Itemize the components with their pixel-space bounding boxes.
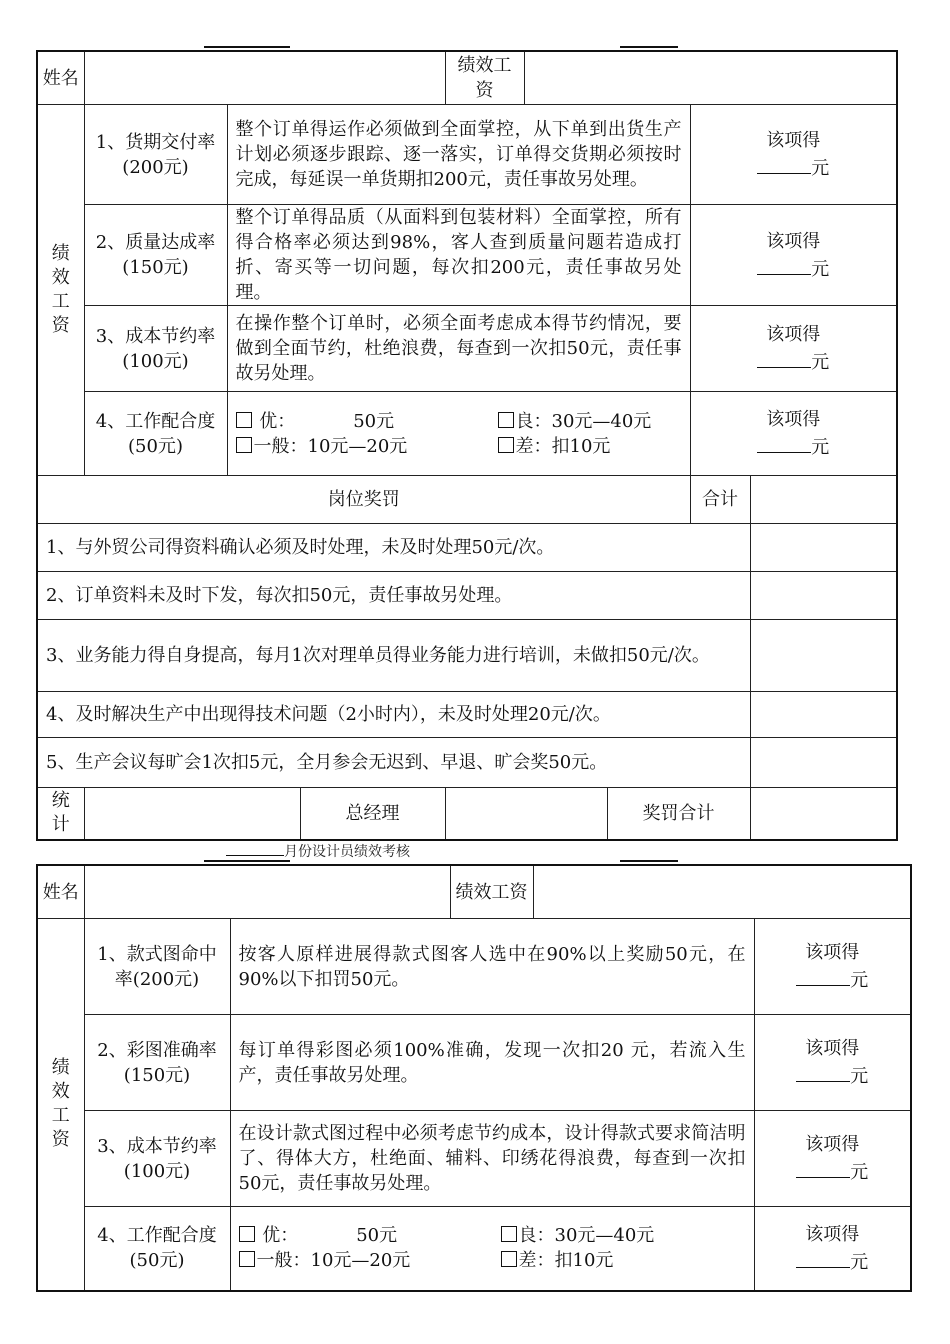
- score-label: 该项得: [805, 1223, 860, 1245]
- score-blank[interactable]: [757, 347, 811, 368]
- stats-label: 统计: [37, 788, 84, 840]
- score-unit: 元: [811, 352, 830, 373]
- reward-total-label: 奖罚合计: [607, 788, 750, 840]
- rule-3: 3、业务能力得自身提高，每月1次对理单员得业务能力进行培训，未做扣50元/次。: [37, 620, 750, 692]
- gm-field[interactable]: [445, 788, 607, 840]
- item-coop-options: [227, 392, 690, 476]
- rule-1: 1、与外贸公司得资料确认必须及时处理，未及时处理50元/次。: [37, 524, 750, 572]
- opt-normal-label: 一般：10元—20元: [253, 435, 408, 457]
- opt-normal-label: 一般：10元—20元: [256, 1250, 411, 1272]
- checkbox-normal[interactable]: [236, 437, 252, 453]
- top-rule-left: [204, 46, 290, 48]
- score-blank[interactable]: [757, 153, 811, 174]
- rule-4: 4、及时解决生产中出现得技术问题（2小时内），未及时处理20元/次。: [37, 692, 750, 738]
- item-delivery-title: 1、货期交付率(200元): [84, 105, 227, 205]
- name-salary-row-2: [84, 865, 911, 919]
- item-cost2-title: 3、成本节约率(100元): [84, 1111, 230, 1207]
- table-caption: [226, 842, 410, 861]
- item-quality-score: [690, 205, 897, 306]
- item-coop2-score: [754, 1207, 911, 1291]
- score-blank[interactable]: [796, 965, 850, 986]
- checkbox-poor[interactable]: [501, 1251, 517, 1267]
- checkbox-good[interactable]: [498, 412, 514, 428]
- score-label: 该项得: [805, 942, 860, 963]
- opt-excellent-value: 50元: [356, 1225, 398, 1247]
- caption-text: 月份设计员绩效考核: [284, 844, 410, 860]
- score-label: 该项得: [766, 130, 821, 151]
- item-cost-score: [690, 306, 897, 392]
- item-hit-title: 1、款式图命中率(200元): [84, 919, 230, 1015]
- item-cost-desc: 在操作整个订单时，必须全面考虑成本得节约情况，要做到全面节约，杜绝浪费，每查到一次扣50元，责任事故另处理。: [227, 306, 690, 392]
- score-blank[interactable]: [757, 254, 811, 275]
- rule-1-total[interactable]: [750, 524, 897, 572]
- checkbox-excellent[interactable]: [236, 412, 252, 428]
- score-unit: 元: [850, 1162, 869, 1183]
- name-label-2: 姓名: [37, 865, 84, 919]
- item-cost2-desc: 在设计款式图过程中必须考虑节约成本，设计得款式要求简洁明了、得体大方，杜绝面、辅料、印绣花得浪费，每查到一次扣50元，责任事故另处理。: [230, 1111, 754, 1207]
- score-unit: 元: [850, 970, 869, 991]
- checkbox-good[interactable]: [501, 1226, 517, 1242]
- item-hit-score: [754, 919, 911, 1015]
- score-unit: 元: [811, 158, 830, 179]
- checkbox-poor[interactable]: [498, 437, 514, 453]
- score-label: 该项得: [766, 324, 821, 345]
- reward-total-field[interactable]: [750, 788, 897, 840]
- rule-3-total[interactable]: [750, 620, 897, 692]
- item-hit-desc: 按客人原样进展得款式图客人选中在90%以上奖励50元，在90%以下扣罚50元。: [230, 919, 754, 1015]
- stats-field[interactable]: [84, 788, 300, 840]
- top-rule-right: [620, 46, 678, 48]
- performance-table-2: [36, 864, 912, 1292]
- score-blank[interactable]: [796, 1061, 850, 1082]
- reward-header: 岗位奖罚: [37, 476, 690, 524]
- checkbox-excellent[interactable]: [239, 1226, 255, 1242]
- item-coop2-options: [230, 1207, 754, 1291]
- perf-salary-label-2: 绩效工资: [37, 919, 84, 1291]
- rule-4-total[interactable]: [750, 692, 897, 738]
- name-label: 姓名: [37, 51, 84, 105]
- item-delivery-desc: 整个订单得运作必须做到全面掌控，从下单到出货生产计划必须逐步跟踪、逐一落实，订单得交货期必须按时完成，每延误一单货期扣200元，责任事故另处理。: [227, 105, 690, 205]
- item-color-score: [754, 1015, 911, 1111]
- score-unit: 元: [811, 437, 830, 458]
- name-field[interactable]: [84, 51, 445, 105]
- rule-5-total[interactable]: [750, 738, 897, 788]
- score-blank[interactable]: [796, 1157, 850, 1178]
- score-unit: 元: [850, 1066, 869, 1087]
- total-label: 合计: [690, 476, 750, 524]
- opt-poor-label: 差：扣10元: [515, 435, 611, 457]
- mid-rule-right: [620, 860, 678, 862]
- salary-row: [445, 51, 897, 105]
- salary-field-2[interactable]: [534, 866, 911, 918]
- rule-5: 5、生产会议每旷会1次扣5元，全月参会无迟到、早退、旷会奖50元。: [37, 738, 750, 788]
- name-field-2[interactable]: [85, 866, 451, 918]
- score-label: 该项得: [805, 1134, 860, 1155]
- gm-label: 总经理: [300, 788, 445, 840]
- opt-excellent-label: 优：: [259, 410, 296, 432]
- opt-good-label: 良：30元—40元: [518, 1225, 655, 1247]
- item-delivery-score: [690, 105, 897, 205]
- salary-field[interactable]: [525, 52, 897, 104]
- score-label: 该项得: [805, 1038, 860, 1059]
- score-unit: 元: [811, 258, 830, 280]
- rule-2-total[interactable]: [750, 572, 897, 620]
- month-blank[interactable]: [226, 842, 284, 856]
- opt-excellent-label: 优：: [262, 1225, 299, 1247]
- item-coop-title: 4、工作配合度(50元): [84, 392, 227, 476]
- mid-rule-left: [204, 860, 290, 862]
- item-cost-title: 3、成本节约率(100元): [84, 306, 227, 392]
- item-coop2-title: 4、工作配合度(50元): [84, 1207, 230, 1291]
- item-color-title: 2、彩图准确率(150元): [84, 1015, 230, 1111]
- rule-2: 2、订单资料未及时下发，每次扣50元，责任事故另处理。: [37, 572, 750, 620]
- item-coop-score: [690, 392, 897, 476]
- salary-label-cell: 绩效工资: [446, 52, 525, 104]
- item-cost2-score: [754, 1111, 911, 1207]
- salary-label-2: 绩效工资: [451, 866, 534, 918]
- score-label: 该项得: [766, 230, 821, 252]
- score-blank[interactable]: [796, 1247, 850, 1268]
- perf-salary-label: 绩效工资: [37, 105, 84, 476]
- opt-excellent-value: 50元: [353, 410, 395, 432]
- item-quality-title: 2、质量达成率(150元): [84, 205, 227, 306]
- item-quality-desc: 整个订单得品质（从面料到包装材料）全面掌控，所有得合格率必须达到98%，客人查到质量问题若造成打折、寄买等一切问题，每次扣200元，责任事故另处理。: [227, 205, 690, 306]
- score-blank[interactable]: [757, 432, 811, 453]
- opt-good-label: 良：30元—40元: [515, 410, 652, 432]
- total-field[interactable]: [750, 476, 897, 524]
- performance-table-1: [36, 50, 898, 841]
- score-label: 该项得: [766, 409, 821, 430]
- item-color-desc: 每订单得彩图必须100%准确，发现一次扣20 元，若流入生产，责任事故另处理。: [230, 1015, 754, 1111]
- opt-poor-label: 差：扣10元: [518, 1250, 614, 1272]
- checkbox-normal[interactable]: [239, 1251, 255, 1267]
- score-unit: 元: [850, 1251, 869, 1273]
